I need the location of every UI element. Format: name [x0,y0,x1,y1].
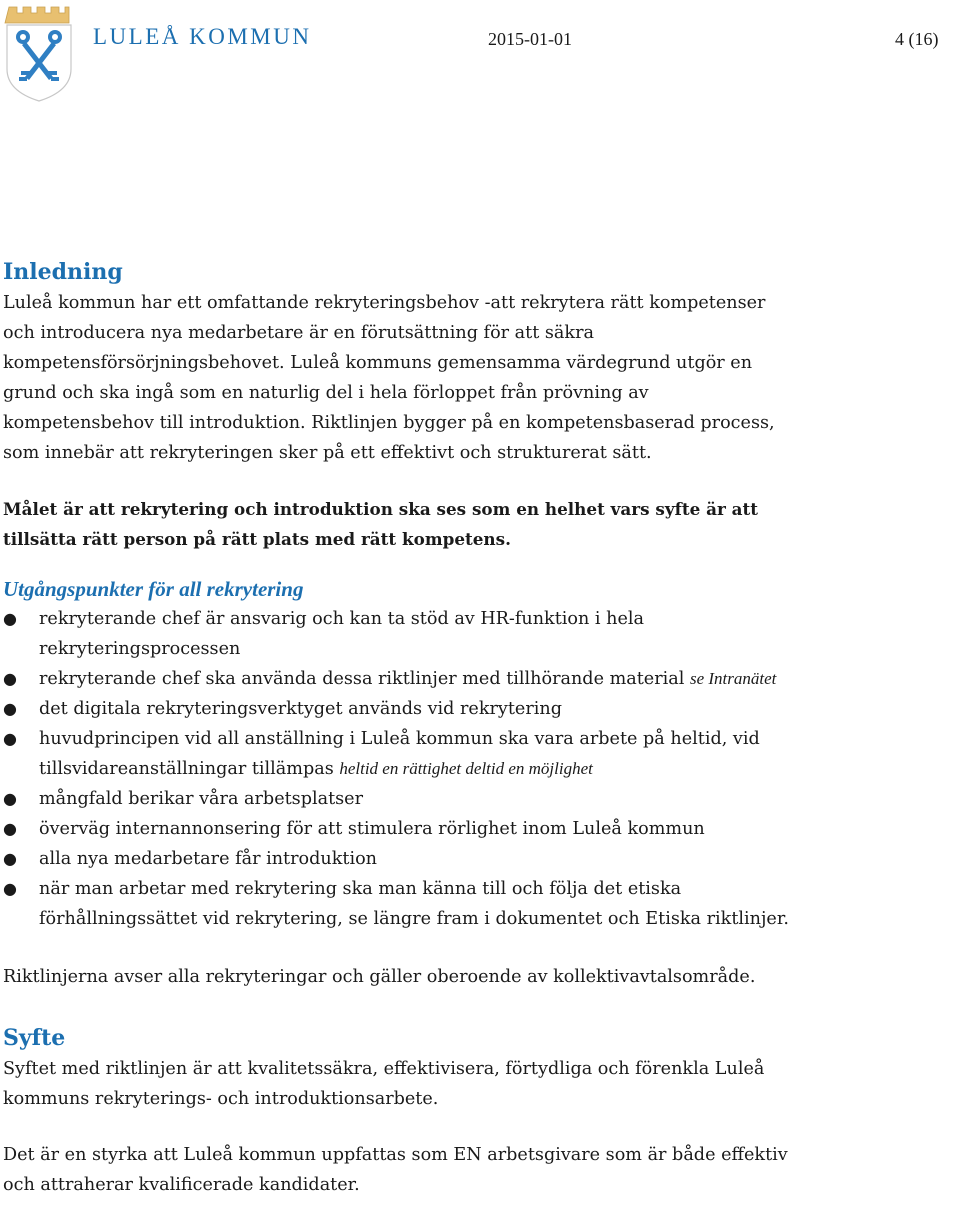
heading-inledning: Inledning [3,259,123,285]
intranet-reference: se Intranätet [689,669,777,688]
bullet-icon: ● [3,699,17,718]
text-line: som innebär att rekryteringen sker på ett effektivt och strukturerat sätt. [3,443,652,463]
text-line: kommuns rekryterings- och introduktionsarbete. [3,1089,439,1109]
bullet-icon: ● [3,819,17,838]
heading-utgangspunkter: Utgångspunkter för all rekrytering [3,577,304,601]
bullet-icon: ● [3,879,17,898]
list-item: ● alla nya medarbetare får introduktion [3,844,953,874]
list-item: ● rekryterande chef är ansvarig och kan ta stöd av HR-funktion i hela rekryteringsprocessen [3,604,953,664]
document-body [3,256,953,1200]
intro-paragraph [3,288,953,468]
list-item: ● mångfald berikar våra arbetsplatser [3,784,953,814]
text-line: och introducera nya medarbetare är en förutsättning för att säkra [3,323,594,343]
text-line: och attraherar kvalificerade kandidater. [3,1175,360,1195]
text-line: grund och ska ingå som en naturlig del i hela förloppet från prövning av [3,383,649,403]
page-number: 4 (16) [895,29,939,49]
list-item: ● när man arbetar med rekrytering ska man känna till och följa det etiska förhållningssättet vid rekrytering, se längre fram i dokumentet och Etiska riktlinjer. [3,874,953,934]
document-date: 2015-01-01 [488,29,572,49]
list-item: ● det digitala rekryteringsverktyget används vid rekrytering [3,694,953,724]
org-name: LULEÅ KOMMUN [93,24,312,49]
bullet-icon: ● [3,849,17,868]
bullet-icon: ● [3,609,17,628]
fulltime-principle: heltid en rättighet deltid en möjlighet [339,759,593,778]
list-item: ● rekryterande chef ska använda dessa riktlinjer med tillhörande material se Intranätet [3,664,953,694]
bullet-list [3,604,953,934]
text-line: kompetensbehov till introduktion. Riktlinjen bygger på en kompetensbaserad process, [3,413,775,433]
strength-paragraph [3,1140,953,1200]
scope-paragraph: Riktlinjerna avser alla rekryteringar och gäller oberoende av kollektivavtalsområde. [3,967,756,987]
text-line: Målet är att rekrytering och introduktion ska ses som en helhet vars syfte är att [3,499,759,519]
heading-syfte: Syfte [3,1025,66,1051]
bullet-icon: ● [3,729,17,748]
purpose-paragraph [3,1054,953,1114]
bullet-icon: ● [3,669,17,688]
text-line: Syftet med riktlinjen är att kvalitetssäkra, effektivisera, förtydliga och förenkla Luleå [3,1059,765,1079]
goal-paragraph [3,494,953,554]
lulea-crest-icon [3,3,75,103]
text-line: kompetensförsörjningsbehovet. Luleå kommuns gemensamma värdegrund utgör en [3,353,753,373]
text-line: tillsätta rätt person på rätt plats med rätt kompetens. [3,529,511,549]
list-item: ● överväg internannonsering för att stimulera rörlighet inom Luleå kommun [3,814,953,844]
bullet-icon: ● [3,789,17,808]
list-item: ● huvudprincipen vid all anställning i Luleå kommun ska vara arbete på heltid, vid tillsvidareanställningar tillämpas heltid en rättighet deltid en möjlighet [3,724,953,784]
text-line: Luleå kommun har ett omfattande rekryteringsbehov -att rekrytera rätt kompetenser [3,293,766,313]
text-line: Det är en styrka att Luleå kommun uppfattas som EN arbetsgivare som är både effektiv [3,1145,788,1165]
